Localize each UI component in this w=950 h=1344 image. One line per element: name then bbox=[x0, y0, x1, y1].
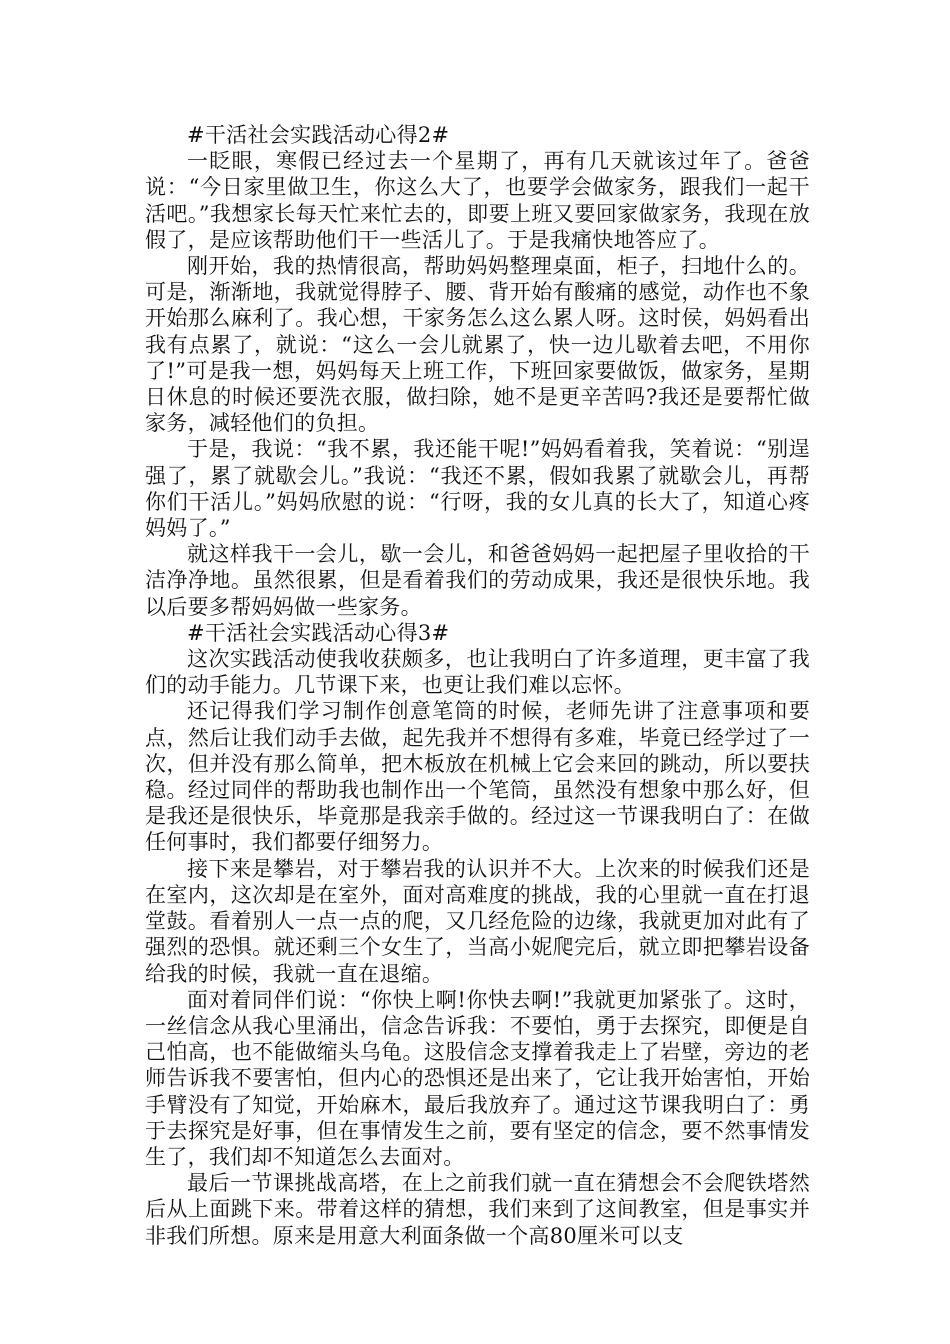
paragraph: 于是，我说：“我不累，我还能干呢!”妈妈看着我，笑着说：“别逞强了，累了就歇会儿。”我说：“我还不累，假如我累了就歇会儿，再帮你们干活儿。”妈妈欣慰的说：“行呀，我的女儿真的长大了，知道心疼妈妈了。” bbox=[145, 437, 810, 541]
paragraph: 一眨眼，寒假已经过去一个星期了，再有几天就该过年了。爸爸说：“今日家里做卫生，你这么大了，也要学会做家务，跟我们一起干活吧。”我想家长每天忙来忙去的，即要上班又要回家做家务，我现在放假了，是应该帮助他们干一些活儿了。于是我痛快地答应了。 bbox=[145, 149, 810, 252]
paragraph: 这次实践活动使我收获颇多，也让我明白了许多道理，更丰富了我们的动手能力。几节课下来，也更让我们难以忘怀。 bbox=[145, 647, 810, 698]
document-body bbox=[145, 122, 810, 1249]
paragraph: 还记得我们学习制作创意笔筒的时候，老师先讲了注意事项和要点，然后让我们动手去做，起先我并不想得有多难，毕竟已经学过了一次，但并没有那么简单，把木板放在机械上它会来回的跳动，所以要扶稳。经过同伴的帮助我也制作出一个笔筒，虽然没有想象中那么好，但是我还是很快乐，毕竟那是我亲手做的。经过这一节课我明白了：在做任何事时，我们都要仔细努力。 bbox=[145, 699, 810, 855]
paragraph: 刚开始，我的热情很高，帮助妈妈整理桌面，柜子，扫地什么的。可是，渐渐地，我就觉得脖子、腰、背开始有酸痛的感觉，动作也不象开始那么麻利了。我心想，干家务怎么这么累人呀。这时侯，妈妈看出我有点累了，就说：“这么一会儿就累了，快一边儿歇着去吧，不用你了!”可是我一想，妈妈每天上班工作，下班回家要做饭，做家务，星期日休息的时候还要洗衣服，做扫除，她不是更辛苦吗?我还是要帮忙做家务，减轻他们的负担。 bbox=[145, 254, 810, 436]
paragraph: 面对着同伴们说：“你快上啊!你快去啊!”我就更加紧张了。这时，一丝信念从我心里涌出，信念告诉我：不要怕，勇于去探究，即便是自己怕高，也不能做缩头乌龟。这股信念支撑着我走上了岩壁，旁边的老师告诉我不要害怕，但内心的恐惧还是出来了，它让我开始害怕，开始手臂没有了知觉，开始麻木，最后我放弃了。通过这节课我明白了：勇于去探究是好事，但在事情发生之前，要有坚定的信念，要不然事情发生了，我们却不知道怎么去面对。 bbox=[145, 987, 810, 1169]
section-heading: #干活社会实践活动心得3# bbox=[187, 620, 450, 645]
paragraph: 就这样我干一会儿，歇一会儿，和爸爸妈妈一起把屋子里收拾的干洁净净地。虽然很累，但是看着我们的劳动成果，我还是很快乐地。我以后要多帮妈妈做一些家务。 bbox=[145, 542, 810, 619]
section-heading: #干活社会实践活动心得2# bbox=[187, 123, 450, 147]
paragraph: 最后一节课挑战高塔，在上之前我们就一直在猜想会不会爬铁塔然后从上面跳下来。带着这样的猜想，我们来到了这间教室，但是事实并非我们所想。原来是用意大利面条做一个高80厘米可以支 bbox=[145, 1171, 810, 1248]
paragraph: 接下来是攀岩，对于攀岩我的认识并不大。上次来的时候我们还是在室内，这次却是在室外，面对高难度的挑战，我的心里就一直在打退堂鼓。看着别人一点一点的爬，又几经危险的边缘，我就更加对此有了强烈的恐惧。就还剩三个女生了，当高小妮爬完后，就立即把攀岩设备给我的时候，我就一直在退缩。 bbox=[145, 856, 810, 986]
